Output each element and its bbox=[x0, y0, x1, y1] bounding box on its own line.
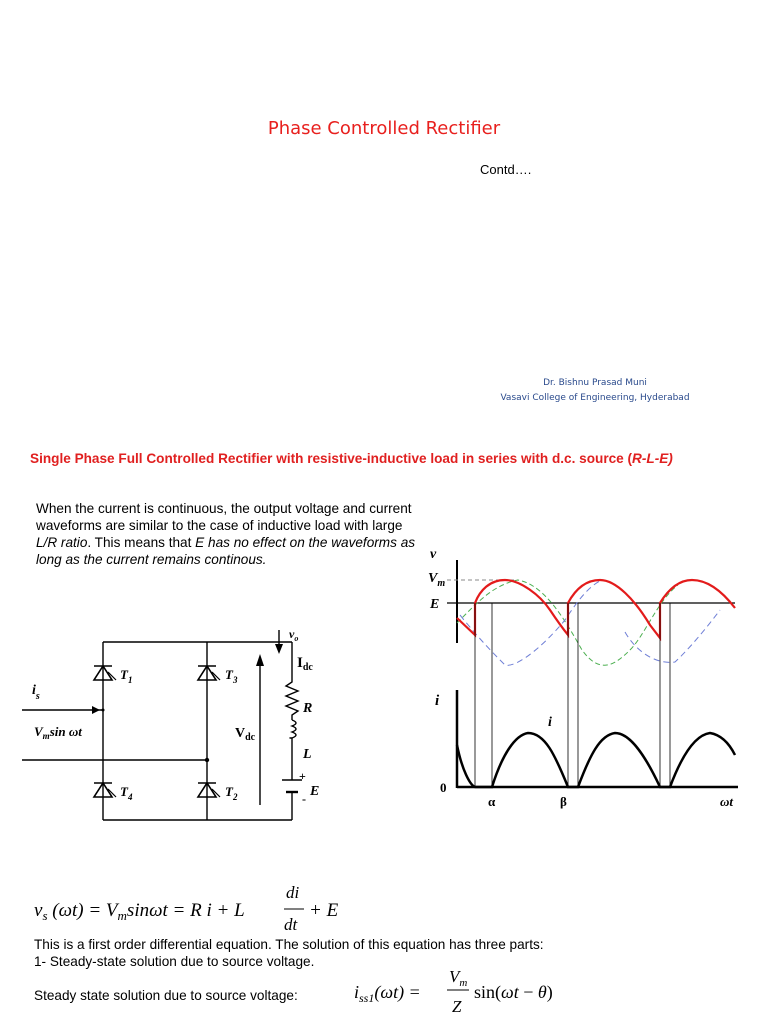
intro-text-2: L/R ratio bbox=[36, 535, 88, 550]
section-heading-italic: R-L-E) bbox=[632, 451, 673, 466]
dc-source-minus: - bbox=[302, 792, 306, 806]
dc-voltage-label: $V_{dc}$ bbox=[235, 726, 256, 743]
dc-current-label: $I_{dc}$ bbox=[297, 655, 313, 673]
voltage-axis-label: v bbox=[430, 547, 437, 562]
thyristor-t1-label: $T_1$ bbox=[120, 667, 133, 685]
e-level-label: E bbox=[430, 597, 440, 612]
zero-label: 0 bbox=[440, 780, 447, 795]
author-institution: Vasavi College of Engineering, Hyderabad bbox=[500, 393, 690, 403]
solution-line-1: This is a first order differential equation. The solution of this equation has three parts: bbox=[34, 937, 544, 952]
rectifier-circuit-diagram bbox=[20, 620, 340, 830]
section-heading bbox=[30, 451, 750, 466]
steady-state-equation bbox=[354, 962, 594, 1022]
thyristor-t4-label: $T_4$ bbox=[120, 784, 133, 802]
page-title: Phase Controlled Rectifier bbox=[267, 118, 501, 139]
thyristor-t2-symbol bbox=[198, 783, 220, 797]
dc-source-plus: + bbox=[299, 769, 306, 783]
svg-text:vs (ωt) = Vmsinωt = R i + L: $v_s$ $(\omega t) = V_m\sin\omega t = R$ i + L bbox=[34, 900, 245, 923]
svg-text:iss1(ωt) =: $i_{ss1}(\omega t)$ = bbox=[354, 982, 421, 1005]
author-block bbox=[480, 376, 710, 406]
svg-text:dt: dt bbox=[284, 915, 298, 934]
current-axis-label: i bbox=[435, 693, 440, 709]
intro-text-4: E has no effect on the waveforms as long as the current remains continous. bbox=[36, 535, 416, 567]
current-curve-label: i bbox=[548, 715, 552, 730]
vm-label: $V_m$ bbox=[428, 571, 446, 589]
intro-text-3: . This means that bbox=[87, 535, 196, 550]
thyristor-t4-symbol bbox=[94, 783, 116, 797]
output-voltage-curve bbox=[457, 580, 735, 638]
resistor-label: R bbox=[303, 701, 313, 716]
intro-text-1: When the current is continuous, the output voltage and current waveforms are similar to the case of inductive load with large bbox=[36, 501, 412, 533]
kvl-equation bbox=[34, 878, 394, 934]
beta-label: β bbox=[560, 794, 567, 809]
load-current-curve bbox=[457, 733, 735, 787]
output-voltage-label: $v_o$ bbox=[289, 627, 299, 643]
dc-source-label: E bbox=[310, 784, 320, 799]
source-voltage-label: $V_m\sin$ ωt bbox=[34, 724, 82, 741]
source-current-label: $i_s$ bbox=[32, 683, 40, 702]
thyristor-t3-label: $T_3$ bbox=[225, 667, 238, 685]
waveform-diagram bbox=[420, 540, 765, 820]
solution-line-2: 1- Steady-state solution due to source voltage. bbox=[34, 954, 315, 969]
section-heading-main: Single Phase Full Controlled Rectifier with resistive-inductive load in series with d.c. source ( bbox=[30, 451, 633, 466]
svg-text:di: di bbox=[286, 883, 300, 902]
thyristor-t1-symbol bbox=[94, 666, 116, 680]
steady-state-label: Steady state solution due to source voltage: bbox=[34, 988, 298, 1003]
thyristor-t2-label: $T_2$ bbox=[225, 784, 238, 802]
svg-text:+ E: + E bbox=[309, 900, 339, 921]
thyristor-t3-symbol bbox=[198, 666, 220, 680]
svg-text:sin(ωt − θ): sin(ωt − θ) bbox=[474, 982, 553, 1002]
alpha-label: α bbox=[488, 794, 496, 809]
author-name: Dr. Bishnu Prasad Muni bbox=[543, 378, 647, 388]
resistor-symbol bbox=[286, 675, 298, 720]
continued-label: Contd…. bbox=[480, 162, 532, 177]
inductor-label: L bbox=[303, 747, 312, 762]
inductor-symbol bbox=[290, 720, 296, 738]
svg-text:Vm: $V_m$ bbox=[449, 967, 468, 989]
time-axis-label: ωt bbox=[720, 794, 734, 809]
svg-text:Z: Z bbox=[452, 997, 462, 1016]
intro-paragraph bbox=[36, 500, 416, 568]
